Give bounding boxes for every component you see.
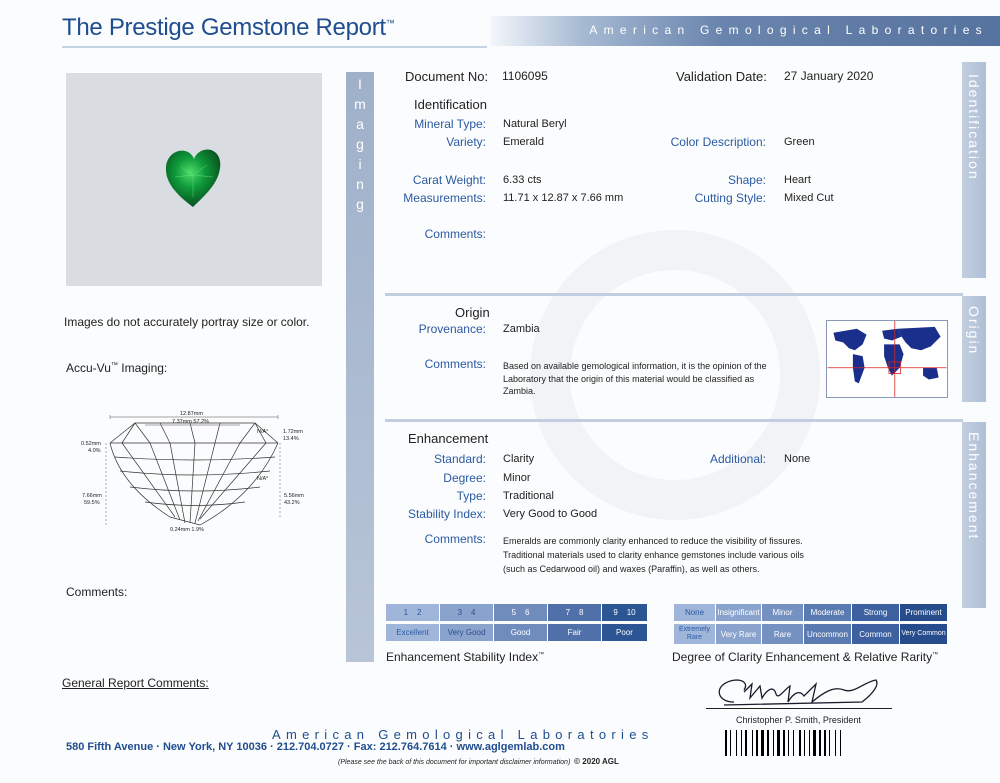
rarity-common: Common bbox=[852, 624, 900, 644]
validation-date-value: 27 January 2020 bbox=[784, 69, 874, 83]
mineral-type-value: Natural Beryl bbox=[503, 118, 567, 130]
cutting-style-value: Mixed Cut bbox=[784, 192, 834, 204]
stability-poor: Poor bbox=[602, 624, 648, 641]
rarity-moderate: Moderate bbox=[804, 604, 852, 621]
provenance-label: Provenance: bbox=[418, 322, 486, 336]
imaging-title: Accu-Vu™ Imaging: bbox=[66, 361, 168, 375]
rarity-prominent: Prominent bbox=[900, 604, 948, 621]
stability-cell-7-8: 7 8 bbox=[548, 604, 602, 621]
enhancement-tab bbox=[962, 422, 986, 608]
rarity-rare: Rare bbox=[762, 624, 804, 644]
identification-heading: Identification bbox=[414, 97, 487, 112]
footer-disclaimer: (Please see the back of this document for important disclaimer information) © 2020 AGL bbox=[338, 757, 619, 766]
carat-weight-label: Carat Weight: bbox=[412, 173, 486, 187]
dim-table: 7.37mm 57.2% bbox=[172, 419, 209, 425]
stability-number-row bbox=[386, 604, 648, 621]
identification-tab-label: Identification bbox=[966, 74, 982, 181]
barcode bbox=[725, 730, 873, 756]
rarity-very-common: Very Common bbox=[900, 624, 948, 644]
barcode-bar bbox=[730, 730, 731, 756]
identification-tab bbox=[962, 62, 986, 278]
barcode-bar bbox=[777, 730, 780, 756]
measurements-value: 11.71 x 12.87 x 7.66 mm bbox=[503, 192, 624, 204]
barcode-bar bbox=[793, 730, 794, 756]
barcode-bar bbox=[804, 730, 805, 756]
footer-lab-name: American Gemological Laboratories bbox=[272, 727, 654, 742]
rarity-strong: Strong bbox=[852, 604, 900, 621]
standard-value: Clarity bbox=[503, 453, 535, 465]
rarity-insignificant: Insignificant bbox=[716, 604, 762, 621]
stability-cell-1-2: 1 2 bbox=[386, 604, 440, 621]
color-description-value: Green bbox=[784, 136, 815, 148]
rarity-caption: Degree of Clarity Enhancement & Relative Rarity™ bbox=[672, 650, 939, 664]
barcode-bar bbox=[773, 730, 774, 756]
degree-value: Minor bbox=[503, 472, 531, 484]
barcode-bar bbox=[824, 730, 826, 756]
rarity-bottom-row bbox=[674, 624, 948, 644]
origin-heading: Origin bbox=[455, 305, 490, 320]
barcode-bar bbox=[788, 730, 789, 756]
barcode-bar bbox=[725, 730, 727, 756]
barcode-bar bbox=[829, 730, 830, 756]
dim-depth: 7.66mm bbox=[82, 493, 102, 499]
rarity-none: None bbox=[674, 604, 716, 621]
enhancement-heading: Enhancement bbox=[408, 431, 489, 446]
origin-comments-label: Comments: bbox=[424, 357, 486, 371]
origin-comments-text: Based on available gemological information, it is the opinion of the Laboratory that the origin of this material would be classified as Zambia. bbox=[503, 361, 767, 396]
dim-na-mid: N/A° bbox=[257, 476, 269, 482]
stability-fair: Fair bbox=[548, 624, 602, 641]
origin-tab bbox=[962, 296, 986, 402]
enhancement-tab-label: Enhancement bbox=[966, 432, 982, 541]
stability-index-value: Very Good to Good bbox=[503, 508, 598, 520]
validation-date-label: Validation Date: bbox=[676, 69, 767, 84]
document-number-label: Document No: bbox=[405, 69, 489, 84]
enhancement-comments-label: Comments: bbox=[424, 532, 486, 546]
color-description-label: Color Description: bbox=[670, 135, 766, 149]
stability-excellent: Excellent bbox=[386, 624, 440, 641]
barcode-bar bbox=[813, 730, 816, 756]
stability-caption: Enhancement Stability Index™ bbox=[386, 650, 545, 664]
stability-cell-9-10: 9 10 bbox=[602, 604, 648, 621]
rarity-very-rare: Very Rare bbox=[716, 624, 762, 644]
imaging-tab bbox=[346, 72, 374, 662]
header-rule bbox=[62, 46, 487, 48]
provenance-value: Zambia bbox=[503, 323, 540, 335]
shape-label: Shape: bbox=[727, 173, 766, 187]
signer-name: Christopher P. Smith, President bbox=[736, 715, 861, 725]
barcode-bar bbox=[741, 730, 742, 756]
identification-comments-label: Comments: bbox=[424, 227, 486, 241]
signature bbox=[704, 672, 894, 712]
barcode-bar bbox=[736, 730, 737, 756]
type-label: Type: bbox=[456, 489, 486, 503]
stability-cell-5-6: 5 6 bbox=[494, 604, 548, 621]
signature-line bbox=[706, 708, 892, 709]
measurements-label: Measurements: bbox=[403, 191, 486, 205]
standard-label: Standard: bbox=[433, 452, 486, 466]
dim-depth-pct: 59.5% bbox=[84, 500, 100, 506]
dim-pavilion: 5.56mm bbox=[284, 493, 304, 499]
dim-na-top: N/A° bbox=[257, 429, 269, 435]
dim-top-length: 12.87mm bbox=[180, 411, 203, 417]
rarity-top-row bbox=[674, 604, 948, 621]
left-comments-label: Comments: bbox=[66, 585, 128, 599]
cutting-style-label: Cutting Style: bbox=[694, 191, 766, 205]
imaging-tab-label: Imaging bbox=[352, 76, 368, 216]
dim-right-crown: 1.72mm bbox=[283, 429, 303, 435]
dim-pavilion-pct: 43.2% bbox=[284, 500, 300, 506]
lab-header-text: American Gemological Laboratories bbox=[589, 23, 988, 37]
degree-label: Degree: bbox=[443, 471, 486, 485]
barcode-bar bbox=[752, 730, 753, 756]
enhancement-comments-text: Emeralds are commonly clarity enhanced to reduce the visibility of fissures. Traditional materials used to clarity enhance gemstones include various oils (such as Cedarwood oil) and waxes (Paraffin), as well as others. bbox=[503, 536, 804, 574]
general-comments-label: General Report Comments: bbox=[62, 676, 209, 690]
dim-left-crown-pct: 4.0% bbox=[88, 448, 101, 454]
additional-label: Additional: bbox=[709, 452, 766, 466]
origin-tab-label: Origin bbox=[966, 306, 982, 356]
stability-word-row bbox=[386, 624, 648, 641]
document-number-value: 1106095 bbox=[502, 69, 548, 83]
barcode-bar bbox=[840, 730, 841, 756]
barcode-bar bbox=[783, 730, 785, 756]
emerald-heart-image bbox=[163, 147, 223, 209]
stability-good: Good bbox=[494, 624, 548, 641]
carat-weight-value: 6.33 cts bbox=[503, 174, 542, 186]
stability-index-label: Stability Index: bbox=[407, 507, 486, 521]
dim-left-crown: 0.52mm bbox=[81, 441, 101, 447]
type-value: Traditional bbox=[503, 490, 554, 502]
barcode-bar bbox=[799, 730, 801, 756]
enhancement-divider bbox=[385, 419, 963, 422]
barcode-bar bbox=[756, 730, 758, 756]
additional-value: None bbox=[784, 453, 811, 465]
accu-vu-diagram bbox=[80, 405, 310, 535]
dim-right-crown-pct: 13.4% bbox=[283, 436, 299, 442]
stability-cell-3-4: 3 4 bbox=[440, 604, 494, 621]
barcode-bar bbox=[745, 730, 747, 756]
variety-label: Variety: bbox=[446, 135, 486, 149]
image-disclaimer: Images do not accurately portray size or color. bbox=[64, 315, 310, 329]
report-title: The Prestige Gemstone Report™ bbox=[62, 14, 395, 41]
origin-divider bbox=[385, 293, 963, 296]
dim-culet: 0.24mm 1.9% bbox=[170, 527, 204, 533]
rarity-minor: Minor bbox=[762, 604, 804, 621]
rarity-uncommon: Uncommon bbox=[804, 624, 852, 644]
footer-address: 580 Fifth Avenue · New York, NY 10036 · 212.704.0727 · Fax: 212.764.7614 · www.aglgemlab.com bbox=[66, 741, 565, 753]
world-map bbox=[826, 320, 948, 398]
variety-value: Emerald bbox=[503, 136, 544, 148]
barcode-bar bbox=[819, 730, 821, 756]
gem-photo bbox=[66, 73, 322, 286]
rarity-extremely-rare: Extremely Rare bbox=[674, 624, 716, 644]
barcode-bar bbox=[767, 730, 769, 756]
stability-very-good: Very Good bbox=[440, 624, 494, 641]
barcode-bar bbox=[761, 730, 764, 756]
barcode-bar bbox=[835, 730, 836, 756]
lab-header-band bbox=[490, 16, 1000, 46]
barcode-bar bbox=[809, 730, 810, 756]
mineral-type-label: Mineral Type: bbox=[414, 117, 486, 131]
shape-value: Heart bbox=[784, 174, 811, 186]
